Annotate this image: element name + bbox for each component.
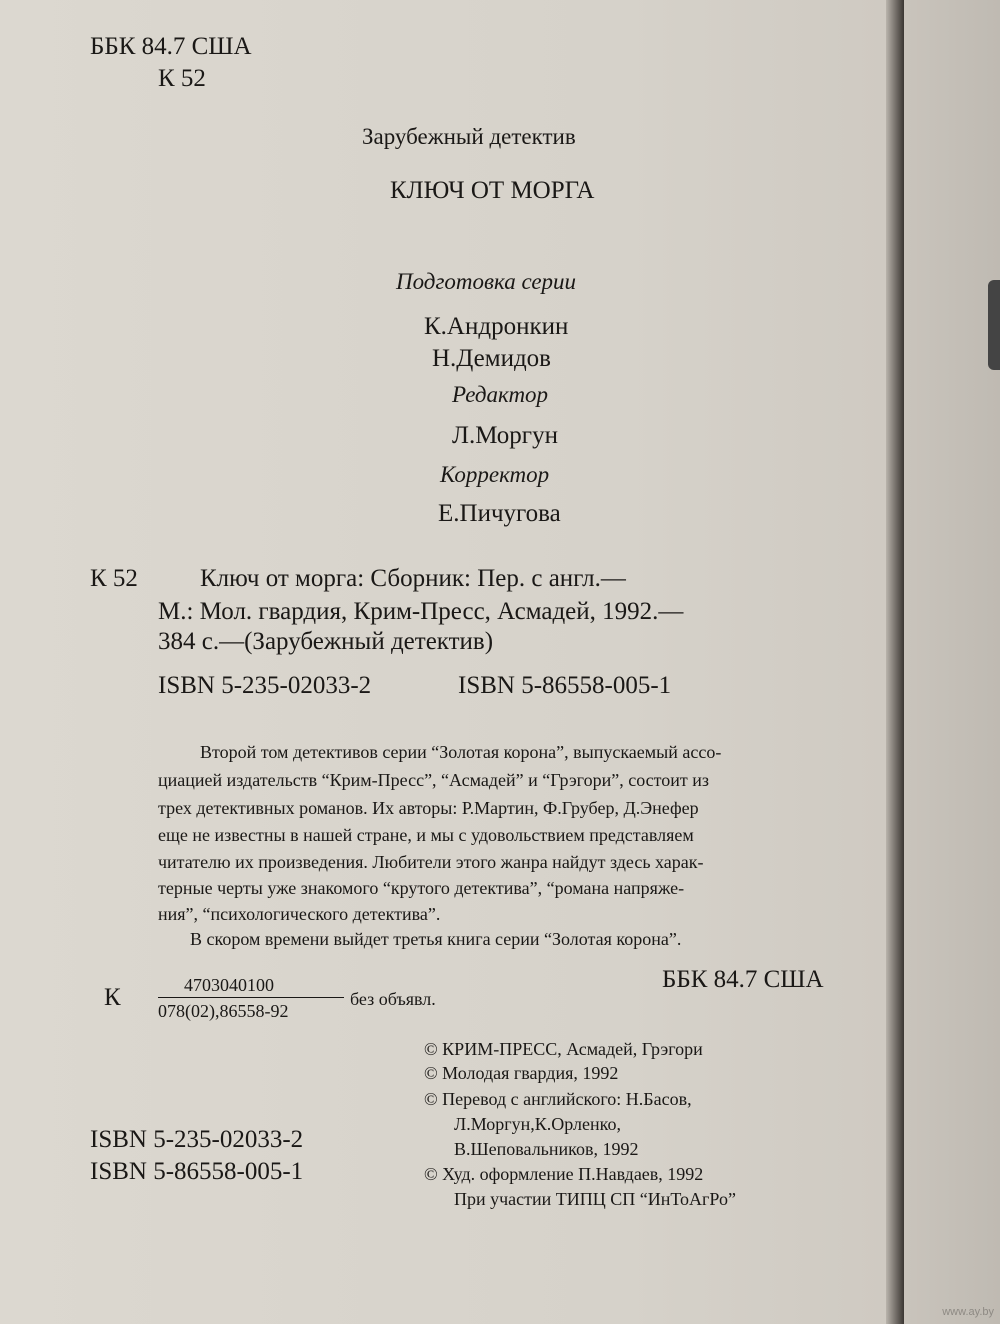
catalog-line-2: М.: Мол. гвардия, Крим-Пресс, Асмадей, 1992.—	[158, 598, 684, 625]
watermark-text: www.ay.by	[942, 1306, 994, 1318]
facing-page-edge	[904, 0, 1000, 1324]
copyright-line-5: В.Шеповальников, 1992	[454, 1139, 639, 1159]
copyright-line-1: © КРИМ-ПРЕСС, Асмадей, Грэгори	[424, 1039, 703, 1059]
editor-name: Л.Моргун	[452, 422, 558, 449]
bottom-isbn-1: ISBN 5-235-02033-2	[90, 1126, 304, 1153]
copyright-line-4: Л.Моргун,К.Орленко,	[454, 1114, 621, 1134]
annotation-line-7: ния”, “психологического детектива”.	[158, 904, 441, 924]
annotation-line-6: терные черты уже знакомого “крутого детектива”, “романа напряже-	[158, 878, 685, 898]
catalog-isbn-2: ISBN 5-86558-005-1	[458, 672, 672, 699]
corrector-name: Е.Пичугова	[438, 500, 561, 527]
author-mark-top: К 52	[158, 65, 206, 92]
book-gutter	[886, 0, 904, 1324]
bottom-isbn-2: ISBN 5-86558-005-1	[90, 1158, 304, 1185]
prep-label: Подготовка серии	[396, 269, 577, 294]
annotation-line-3: трех детективных романов. Их авторы: Р.Мартин, Ф.Грубер, Д.Энефер	[158, 798, 699, 818]
fraction-denominator: 078(02),86558-92	[158, 1001, 289, 1021]
bbk-code-top: ББК 84.7 США	[90, 33, 252, 60]
prep-name-1: К.Андронкин	[424, 313, 569, 340]
copyright-line-6: © Худ. оформление П.Навдаев, 1992	[424, 1164, 704, 1184]
fraction-bar	[158, 997, 344, 998]
copyright-line-3: © Перевод с английского: Н.Басов,	[424, 1089, 692, 1109]
prep-name-2: Н.Демидов	[432, 345, 551, 372]
catalog-line-1: Ключ от морга: Сборник: Пер. с англ.—	[200, 565, 626, 592]
page-clip	[988, 280, 1000, 370]
annotation-line-5: читателю их произведения. Любители этого жанра найдут здесь харак-	[158, 852, 704, 872]
k-letter: К	[104, 984, 121, 1011]
copyright-line-7: При участии ТИПЦ СП “ИнТоАгРо”	[454, 1189, 736, 1209]
copyright-line-2: © Молодая гвардия, 1992	[424, 1063, 619, 1083]
catalog-code: К 52	[90, 565, 138, 592]
annotation-line-2: циацией издательств “Крим-Пресс”, “Асмадей” и “Грэгори”, состоит из	[158, 770, 710, 790]
catalog-isbn-1: ISBN 5-235-02033-2	[158, 672, 372, 699]
no-ads-note: без объявл.	[350, 989, 436, 1009]
editor-label: Редактор	[452, 382, 549, 407]
annotation-line-8: В скором времени выйдет третья книга серии “Золотая корона”.	[190, 929, 682, 949]
series-name: Зарубежный детектив	[362, 124, 576, 149]
annotation-line-1: Второй том детективов серии “Золотая корона”, выпускаемый ассо-	[200, 742, 722, 762]
catalog-line-3: 384 с.—(Зарубежный детектив)	[158, 628, 494, 655]
bbk-code-bottom: ББК 84.7 США	[662, 966, 824, 993]
annotation-line-4: еще не известны в нашей стране, и мы с удовольствием представляем	[158, 825, 694, 845]
fraction-numerator: 4703040100	[184, 975, 274, 995]
corrector-label: Корректор	[440, 462, 550, 487]
book-title: КЛЮЧ ОТ МОРГА	[390, 177, 595, 204]
